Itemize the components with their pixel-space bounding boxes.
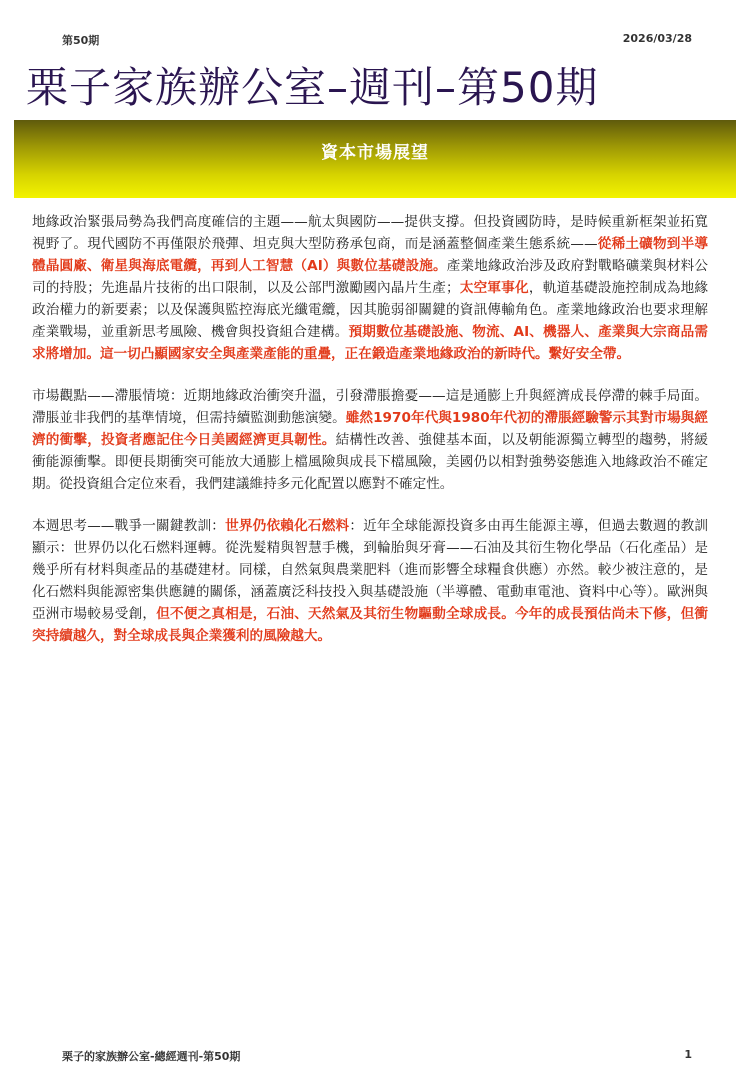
paragraph-text: 本週思考——戰爭一關鍵教訓： (32, 518, 226, 534)
page-title: 栗子家族辦公室–週刊–第50期 (26, 63, 599, 112)
header-issue-number: 第50期 (62, 34, 100, 47)
paragraph-text: 地緣政治緊張局勢為我們高度確信的主題——航太與國防——提供支撐。但投資國防時，是時候重新框架並拓寬視野了。現代國防不再僅限於飛彈、坦克與大型防務承包商，而是涵蓋整個產業生態系統—— (32, 214, 708, 252)
paragraph-text: ，軌道基礎設施控制成為地緣政治權力的新要素；以及保護與監控海底光纖電纜，因其脆弱卻關鍵的資訊傳輸角色。產業地緣政治也要求理解產業戰場，並重新思考風險、機會與投資組合建構。 (32, 280, 709, 340)
header-date: 2026/03/28 (622, 32, 692, 45)
article-body (32, 211, 708, 667)
paragraph-text: ：近年全球能源投資多由再生能源主導，但過去數週的教訓顯示：世界仍以化石燃料運轉。從洗髮精與智慧手機，到輪胎與牙膏——石油及其衍生物化學品（石化產品）是幾乎所有材料與產品的基礎建材。同樣，自然氣與農業肥料（進而影響全球糧食供應）亦然。較少被注意的，是化石燃料與能源密集供應鏈的關係，涵蓋廣泛科技投入與基礎設施（半導體、電動車電池、資料中心等）。歐洲與亞洲市場較易受創， (32, 518, 709, 622)
section-title: 資本市場展望 (321, 143, 429, 163)
paragraph-market-view (32, 385, 708, 495)
paragraph-text: 市場觀點——滯脹情境：近期地緣政治衝突升溫，引發滯脹擔憂——這是通膨上升與經濟成長停滯的棘手局面。滯脹並非我們的基準情境，但需持續監測動態演變。 (32, 388, 708, 426)
section-banner (14, 120, 736, 198)
paragraph-industrial-geopolitics (32, 211, 708, 365)
highlight-text: 但不便之真相是，石油、天然氣及其衍生物驅動全球成長。今年的成長預估尚未下修，但衝突持續越久，對全球成長與企業獲利的風險越大。 (32, 606, 708, 644)
paragraph-weekly-thought (32, 515, 708, 647)
highlight-text: 預期數位基礎設施、物流、AI、機器人、產業與大宗商品需求將增加。這一切凸顯國家安全與產業產能的重疊，正在鍛造產業地緣政治的新時代。繫好安全帶。 (32, 324, 708, 362)
highlight-text: 太空軍事化 (459, 280, 529, 296)
highlight-text: 從稀土礦物到半導體晶圓廠、衛星與海底電纜，再到人工智慧（AI）與數位基礎設施。 (32, 236, 708, 274)
highlight-text: 世界仍依賴化石燃料 (225, 518, 350, 534)
paragraph-text: 產業地緣政治涉及政府對戰略礦業與材料公司的持股；先進晶片技術的出口限制，以及公部門激勵國內晶片生產； (32, 258, 709, 296)
paragraph-text: 結構性改善、強健基本面，以及朝能源獨立轉型的趨勢，將緩衝能源衝擊。即便長期衝突可能放大通膨上檔風險與成長下檔風險，美國仍以相對強勢姿態進入地緣政治不確定期。從投資組合定位來看，我們建議維持多元化配置以應對不確定性。 (32, 432, 709, 492)
footer-page-number: 1 (684, 1048, 692, 1061)
footer-publication-name: 栗子的家族辦公室-總經週刊-第50期 (62, 1050, 241, 1063)
highlight-text: 雖然1970年代與1980年代初的滯脹經驗警示其對市場與經濟的衝擊，投資者應記住今日美國經濟更具韌性。 (32, 410, 708, 448)
